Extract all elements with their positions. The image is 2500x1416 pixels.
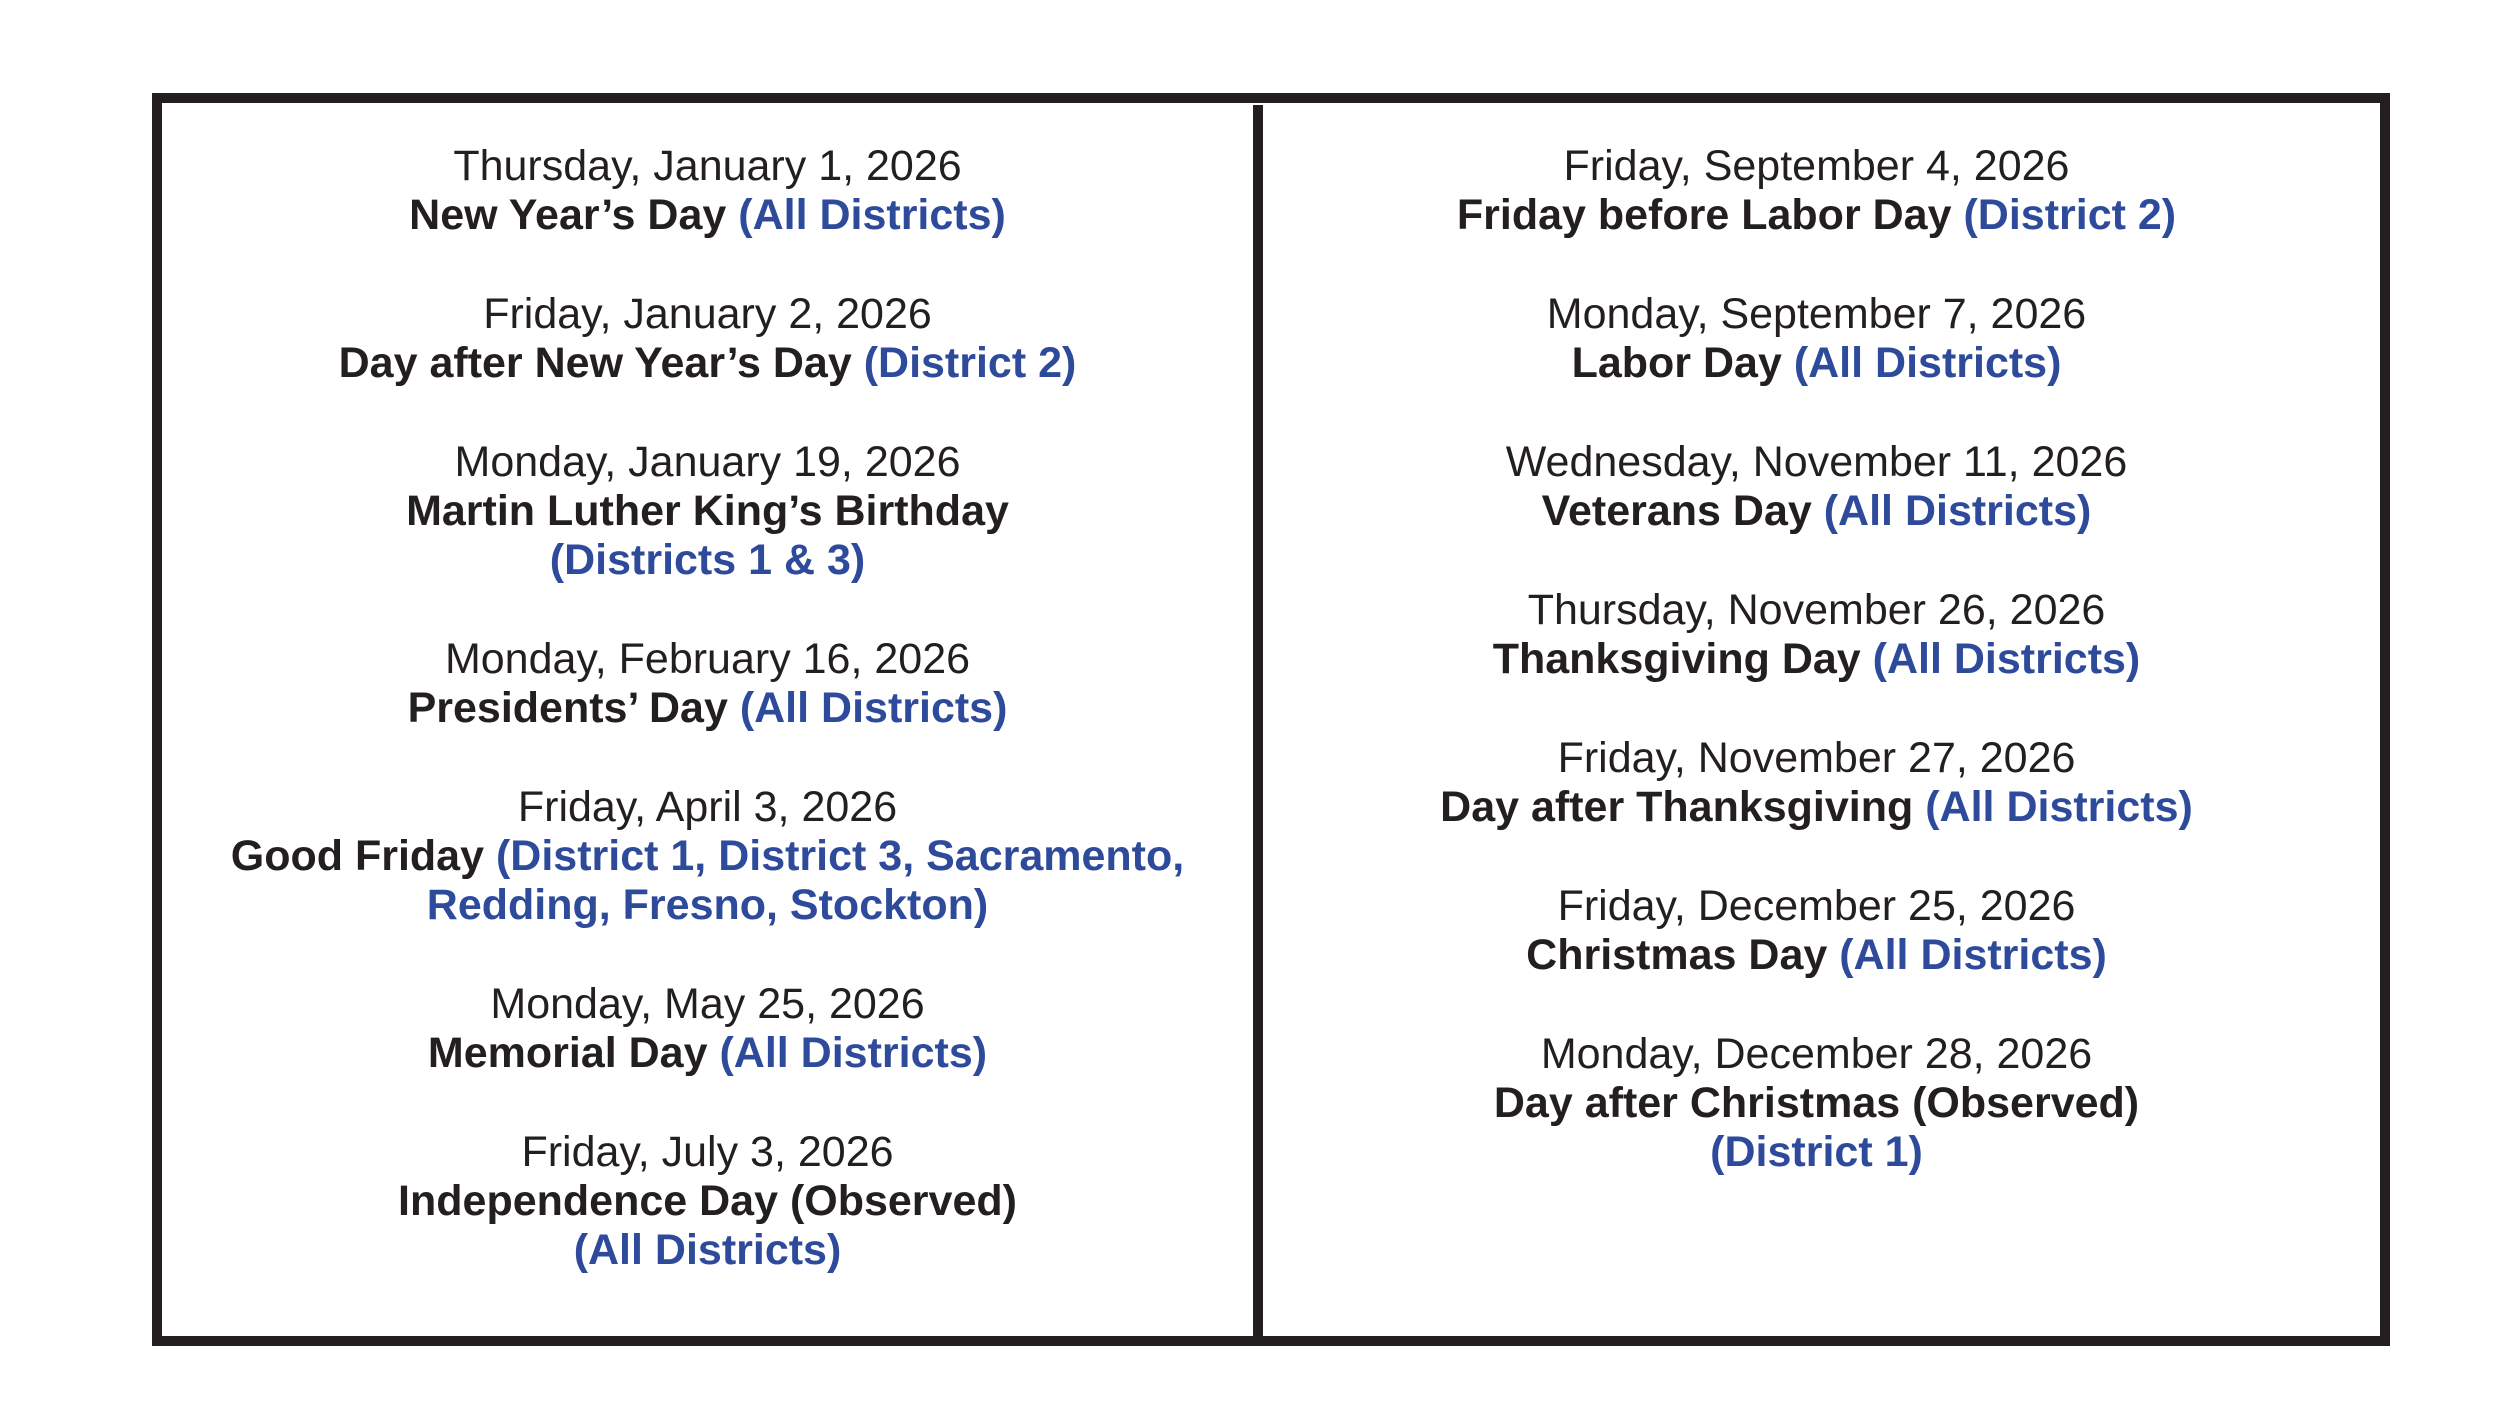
holiday-entry (1263, 1030, 2370, 1177)
holiday-districts: (All Districts) (738, 191, 1006, 239)
holiday-entry (162, 290, 1253, 388)
holiday-name: Christmas Day (1526, 931, 1828, 979)
holiday-date: Friday, January 2, 2026 (483, 290, 932, 338)
holiday-date: Monday, January 19, 2026 (454, 438, 961, 486)
holiday-date: Thursday, November 26, 2026 (1527, 586, 2106, 634)
holiday-districts: (District 2) (863, 339, 1077, 387)
holiday-date: Monday, May 25, 2026 (490, 980, 925, 1028)
holiday-title-line (162, 1177, 1253, 1226)
holiday-entry (162, 438, 1253, 585)
holiday-districts: (All Districts) (573, 1226, 842, 1274)
holiday-entry (1263, 290, 2370, 388)
holiday-name: Martin Luther King’s Birthday (406, 487, 1009, 535)
holiday-districts: (District 2) (1963, 191, 2177, 239)
holiday-title-line (162, 832, 1253, 881)
holiday-title-line (1263, 487, 2370, 536)
holiday-date: Friday, April 3, 2026 (517, 783, 898, 831)
holiday-districts: (All Districts) (719, 1029, 988, 1077)
holiday-entry (1263, 142, 2370, 240)
holiday-title-line (162, 191, 1253, 240)
holiday-districts: (All Districts) (1793, 339, 2062, 387)
holiday-entry (162, 980, 1253, 1078)
holiday-date: Thursday, January 1, 2026 (453, 142, 962, 190)
holiday-districts: (All Districts) (739, 684, 1008, 732)
holiday-title-line (1263, 931, 2370, 980)
holiday-title-line (1263, 1079, 2370, 1128)
holiday-date: Friday, July 3, 2026 (521, 1128, 894, 1176)
holiday-title-line (162, 339, 1253, 388)
holiday-entry (1263, 734, 2370, 832)
holiday-entry (1263, 438, 2370, 536)
holiday-date: Monday, February 16, 2026 (444, 635, 971, 683)
column-divider (1253, 105, 1263, 1343)
holiday-title-line (1263, 339, 2370, 388)
holiday-name: Day after Thanksgiving (1440, 783, 1914, 831)
holiday-entry (162, 142, 1253, 240)
holiday-date: Friday, November 27, 2026 (1557, 734, 2076, 782)
holiday-name: Labor Day (1571, 339, 1782, 387)
holiday-name: Independence Day (Observed) (398, 1177, 1017, 1225)
holiday-title-line (1263, 783, 2370, 832)
holiday-date: Wednesday, November 11, 2026 (1505, 438, 2128, 486)
holiday-name: Day after Christmas (Observed) (1493, 1079, 2140, 1127)
holiday-entry (162, 635, 1253, 733)
holiday-districts: (Districts 1 & 3) (549, 536, 866, 584)
holiday-name: Presidents’ Day (407, 684, 728, 732)
holiday-districts-line (162, 881, 1253, 930)
right-holiday-column (1263, 142, 2370, 1227)
left-holiday-column (162, 142, 1253, 1325)
holiday-entry (162, 783, 1253, 930)
holiday-districts: (All Districts) (1925, 783, 2193, 831)
holiday-districts: (All Districts) (1839, 931, 2107, 979)
holiday-districts-line (162, 536, 1253, 585)
holiday-date: Monday, December 28, 2026 (1540, 1030, 2093, 1078)
holiday-name: Memorial Day (427, 1029, 708, 1077)
holiday-name: Day after New Year’s Day (338, 339, 852, 387)
holiday-name: Good Friday (230, 832, 485, 880)
holiday-title-line (162, 1029, 1253, 1078)
holiday-title-line (1263, 191, 2370, 240)
holiday-date: Monday, September 7, 2026 (1546, 290, 2087, 338)
holiday-title-line (1263, 635, 2370, 684)
holiday-title-line (162, 487, 1253, 536)
holiday-districts-line (1263, 1128, 2370, 1177)
holiday-districts: (All Districts) (1823, 487, 2092, 535)
holiday-date: Friday, December 25, 2026 (1557, 882, 2076, 930)
holiday-districts: (All Districts) (1872, 635, 2141, 683)
holiday-districts-continued: Redding, Fresno, Stockton) (426, 881, 989, 929)
holiday-name: Friday before Labor Day (1456, 191, 1952, 239)
holiday-title-line (162, 684, 1253, 733)
holiday-entry (1263, 586, 2370, 684)
holiday-entry (162, 1128, 1253, 1275)
holiday-districts: (District 1) (1710, 1128, 1923, 1176)
holiday-districts: (District 1, District 3, Sacramento, (495, 832, 1185, 880)
holiday-name: Thanksgiving Day (1492, 635, 1861, 683)
holiday-entry (1263, 882, 2370, 980)
holiday-name: Veterans Day (1541, 487, 1812, 535)
holiday-name: New Year’s Day (409, 191, 727, 239)
holiday-date: Friday, September 4, 2026 (1563, 142, 2070, 190)
holiday-districts-line (162, 1226, 1253, 1275)
